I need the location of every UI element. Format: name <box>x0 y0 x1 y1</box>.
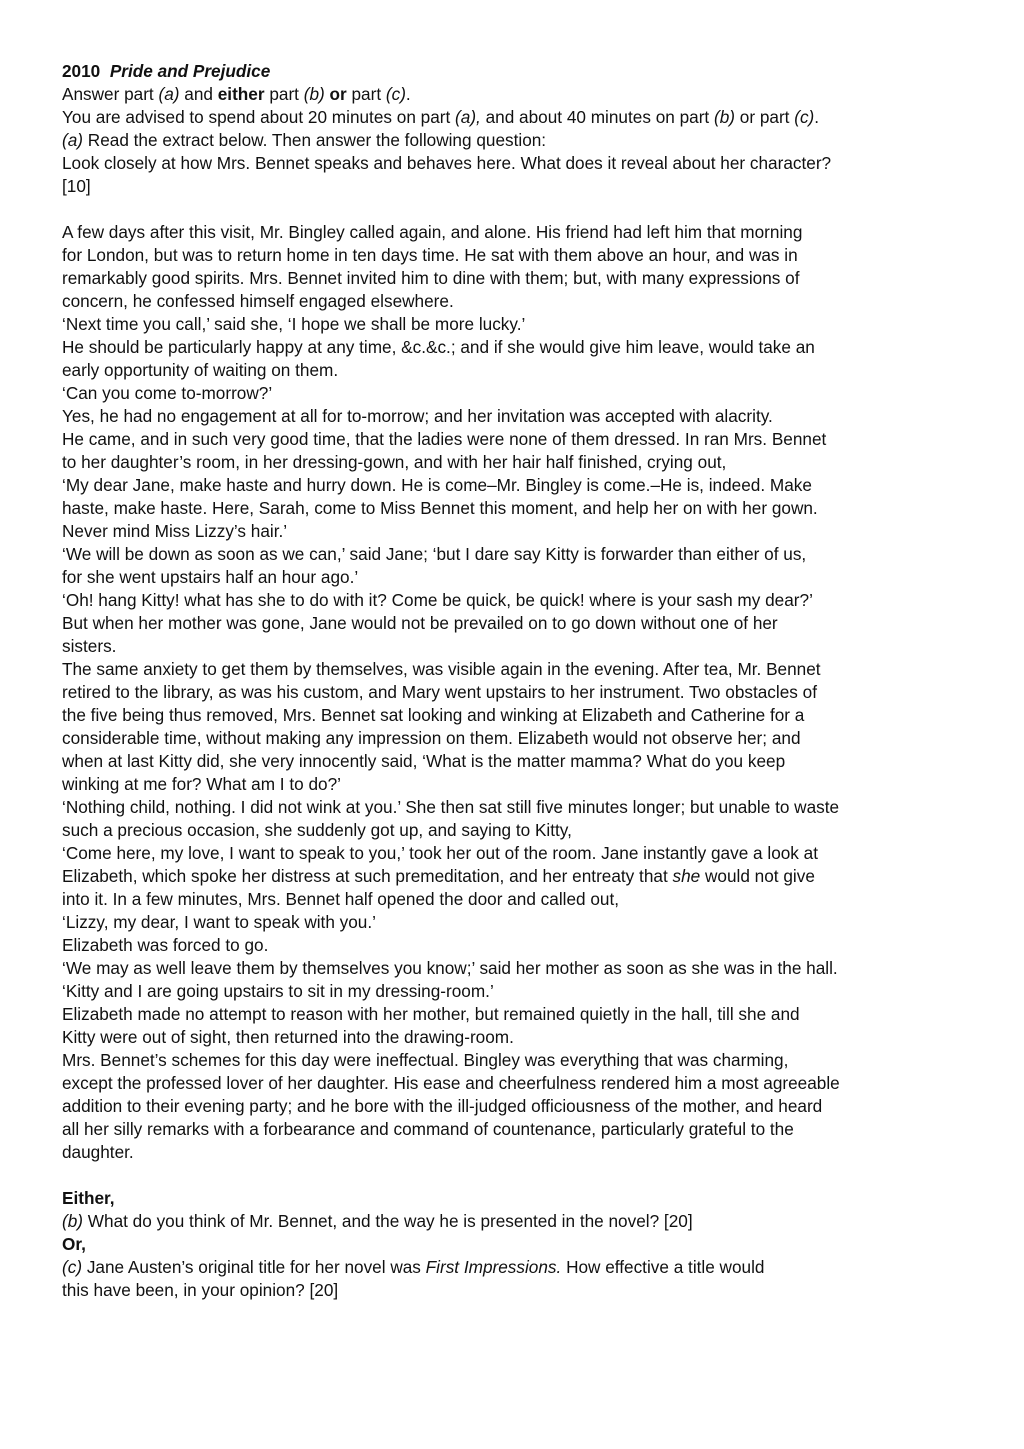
question-b: (b) What do you think of Mr. Bennet, and the way he is presented in the novel? [20] <box>62 1211 693 1231</box>
extract-line: But when her mother was gone, Jane would not be prevailed on to go down without one of her <box>62 613 778 633</box>
extract-line: ‘Lizzy, my dear, I want to speak with you.’ <box>62 912 376 932</box>
extract-line: addition to their evening party; and he bore with the ill-judged officiousness of the mother, and heard <box>62 1096 823 1116</box>
extract-line: early opportunity of waiting on them. <box>62 360 339 380</box>
extract-line: Elizabeth made no attempt to reason with her mother, but remained quietly in the hall, till she and <box>62 1004 800 1024</box>
extract-line: into it. In a few minutes, Mrs. Bennet half opened the door and called out, <box>62 889 620 909</box>
extract-line: Mrs. Bennet’s schemes for this day were ineffectual. Bingley was everything that was charming, <box>62 1050 789 1070</box>
extract-line: Elizabeth, which spoke her distress at such premeditation, and her entreaty that she would not give <box>62 866 815 886</box>
extract-line: He came, and in such very good time, that the ladies were none of them dressed. In ran Mrs. Bennet <box>62 429 827 449</box>
document-page <box>62 60 962 1302</box>
question-a-prompt: Look closely at how Mrs. Bennet speaks and behaves here. What does it reveal about her character? <box>62 153 832 173</box>
extract-line: considerable time, without making any impression on them. Elizabeth would not observe her; and <box>62 728 801 748</box>
extract-line: remarkably good spirits. Mrs. Bennet invited him to dine with them; but, with many expressions of <box>62 268 800 288</box>
extract-line: when at last Kitty did, she very innocently said, ‘What is the matter mamma? What do you keep <box>62 751 786 771</box>
extract-line: ‘Come here, my love, I want to speak to you,’ took her out of the room. Jane instantly gave a look at <box>62 843 819 863</box>
extract-line: for she went upstairs half an hour ago.’ <box>62 567 359 587</box>
extract-line: The same anxiety to get them by themselves, was visible again in the evening. After tea, Mr. Bennet <box>62 659 821 679</box>
extract-line: Kitty were out of sight, then returned into the drawing-room. <box>62 1027 514 1047</box>
either-label: Either, <box>62 1188 115 1208</box>
question-c-continued: this have been, in your opinion? [20] <box>62 1280 339 1300</box>
extract-line: ‘We may as well leave them by themselves you know;’ said her mother as soon as she was in the hall. <box>62 958 838 978</box>
extract-line: retired to the library, as was his custom, and Mary went upstairs to her instrument. Two obstacles of <box>62 682 817 702</box>
extract-line: all her silly remarks with a forbearance and command of countenance, particularly grateful to the <box>62 1119 794 1139</box>
extract-line: ‘Next time you call,’ said she, ‘I hope we shall be more lucky.’ <box>62 314 526 334</box>
extract-line: ‘Can you come to-morrow?’ <box>62 383 273 403</box>
extract-line: haste, make haste. Here, Sarah, come to Miss Bennet this moment, and help her on with her gown. <box>62 498 818 518</box>
extract-line: ‘Nothing child, nothing. I did not wink at you.’ She then sat still five minutes longer; but unable to waste <box>62 797 840 817</box>
extract-line: such a precious occasion, she suddenly got up, and saying to Kitty, <box>62 820 572 840</box>
extract-line: He should be particularly happy at any time, &c.&c.; and if she would give him leave, would take an <box>62 337 815 357</box>
extract-line: ‘My dear Jane, make haste and hurry down. He is come–Mr. Bingley is come.–He is, indeed. Make <box>62 475 812 495</box>
question-a-marks: [10] <box>62 176 91 196</box>
extract-line: the five being thus removed, Mrs. Bennet sat looking and winking at Elizabeth and Catherine for a <box>62 705 805 725</box>
extract-line: ‘Kitty and I are going upstairs to sit in my dressing-room.’ <box>62 981 494 1001</box>
question-c: (c) Jane Austen’s original title for her novel was First Impressions. How effective a title would <box>62 1257 765 1277</box>
optional-questions <box>62 1187 962 1302</box>
novel-title: Pride and Prejudice <box>109 61 271 81</box>
extract-line: daughter. <box>62 1142 134 1162</box>
extract-line: sisters. <box>62 636 117 656</box>
emphasis-she: she <box>672 866 701 886</box>
extract-line: Never mind Miss Lizzy’s hair.’ <box>62 521 288 541</box>
extract-line: winking at me for? What am I to do?’ <box>62 774 341 794</box>
extract-line: except the professed lover of her daughter. His ease and cheerfulness rendered him a most agreeable <box>62 1073 840 1093</box>
document-heading <box>62 60 962 83</box>
instruction-line-3: (a) Read the extract below. Then answer the following question: <box>62 130 547 150</box>
extract-line: Yes, he had no engagement at all for to-morrow; and her invitation was accepted with alacrity. <box>62 406 773 426</box>
extract-line: A few days after this visit, Mr. Bingley called again, and alone. His friend had left him that morning <box>62 222 803 242</box>
or-label: Or, <box>62 1234 86 1254</box>
extract-line: for London, but was to return home in ten days time. He sat with them above an hour, and was in <box>62 245 798 265</box>
extract-line: concern, he confessed himself engaged elsewhere. <box>62 291 454 311</box>
instruction-line-1: Answer part (a) and either part (b) or part (c). <box>62 84 411 104</box>
extract-line: ‘Oh! hang Kitty! what has she to do with it? Come be quick, be quick! where is your sash my dear?’ <box>62 590 813 610</box>
original-title: First Impressions. <box>425 1257 562 1277</box>
instruction-line-2: You are advised to spend about 20 minutes on part (a), and about 40 minutes on part (b) or part (c). <box>62 107 820 127</box>
extract-text <box>62 221 962 1164</box>
extract-line: Elizabeth was forced to go. <box>62 935 269 955</box>
extract-line: to her daughter’s room, in her dressing-gown, and with her hair half finished, crying out, <box>62 452 727 472</box>
exam-year: 2010 <box>62 61 101 81</box>
extract-line: ‘We will be down as soon as we can,’ said Jane; ‘but I dare say Kitty is forwarder than either of us, <box>62 544 807 564</box>
